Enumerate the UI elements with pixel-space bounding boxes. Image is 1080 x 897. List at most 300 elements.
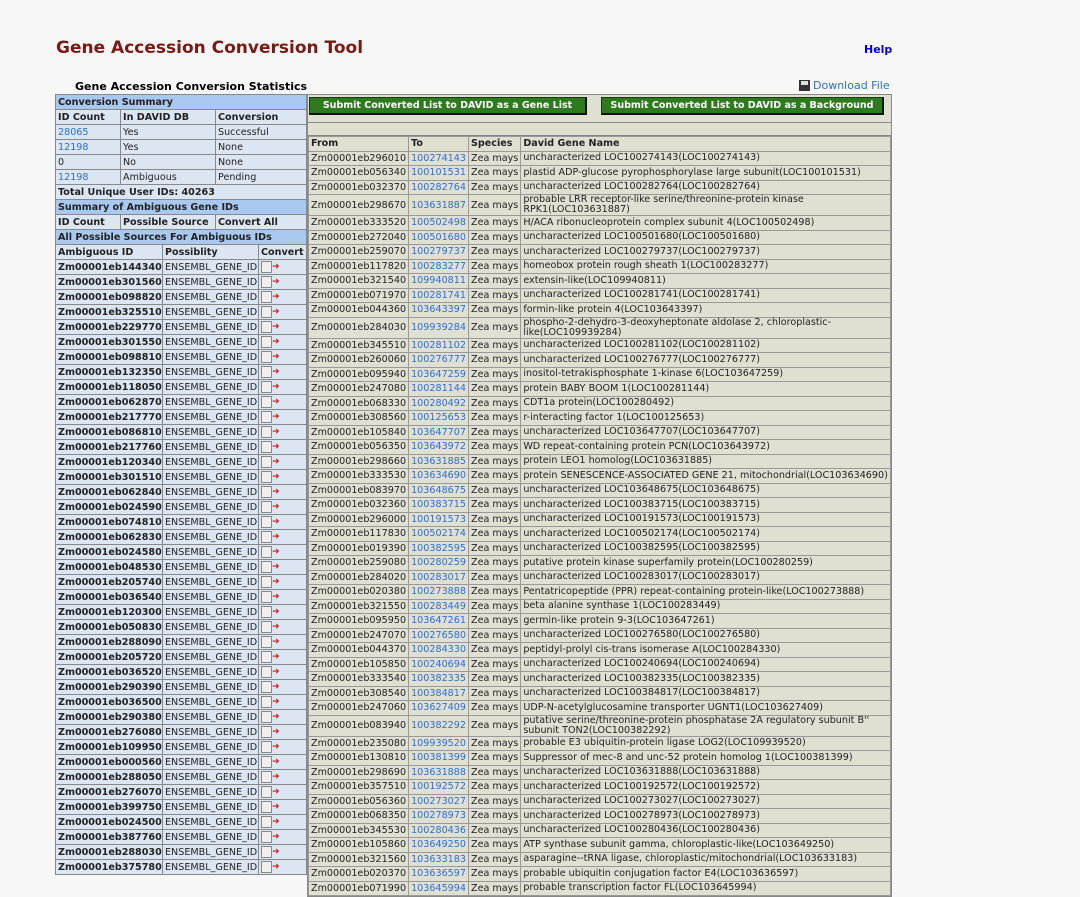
possibility: ENSEMBL_GENE_ID [163, 665, 259, 680]
species: Zea mays [469, 701, 521, 716]
convert-button[interactable] [259, 770, 307, 785]
ambiguous-id: Zm00001eb036540 [56, 590, 163, 605]
convert-button[interactable] [259, 755, 307, 770]
convert-button[interactable] [259, 320, 307, 335]
summary-row [56, 125, 307, 140]
gene-name: putative protein kinase superfamily protein(LOC100280259) [521, 556, 891, 571]
to-id-link[interactable]: 100273027 [409, 794, 469, 809]
from-id: Zm00001eb321550 [309, 599, 409, 614]
gene-name: uncharacterized LOC100280436(LOC100280436) [521, 823, 891, 838]
species: Zea mays [469, 440, 521, 455]
col-ambig-id-count: ID Count [56, 215, 121, 230]
ambiguous-row [56, 635, 307, 650]
gene-name: uncharacterized LOC103647707(LOC103647707) [521, 425, 891, 440]
to-id-link[interactable]: 103647259 [409, 367, 469, 382]
to-id-link[interactable]: 100281741 [409, 288, 469, 303]
result-row [309, 230, 891, 245]
possibility: ENSEMBL_GENE_ID [163, 650, 259, 665]
document-icon [261, 681, 272, 693]
col-convert: Convert [259, 245, 307, 260]
gene-name: homeobox protein rough sheath 1(LOC100283277) [521, 259, 891, 274]
to-id-link[interactable]: 100382335 [409, 672, 469, 687]
convert-button[interactable] [259, 740, 307, 755]
gene-name: peptidyl-prolyl cis-trans isomerase A(LOC100284330) [521, 643, 891, 658]
convert-button[interactable] [259, 635, 307, 650]
result-row [309, 288, 891, 303]
col-ambiguous-id: Ambiguous ID [56, 245, 163, 260]
species: Zea mays [469, 881, 521, 896]
floppy-disk-icon [799, 80, 810, 91]
possibility: ENSEMBL_GENE_ID [163, 620, 259, 635]
result-row [309, 166, 891, 181]
species: Zea mays [469, 823, 521, 838]
convert-button[interactable] [259, 860, 307, 875]
ambiguous-row [56, 500, 307, 515]
gene-name: uncharacterized LOC100501680(LOC100501680) [521, 230, 891, 245]
gene-name: uncharacterized LOC100192572(LOC100192572) [521, 780, 891, 795]
to-id-link[interactable]: 100280492 [409, 396, 469, 411]
submit-gene-list-button[interactable]: Submit Converted List to DAVID as a Gene List [309, 97, 587, 115]
convert-button[interactable] [259, 710, 307, 725]
to-id-link[interactable]: 100191573 [409, 512, 469, 527]
convert-button[interactable] [259, 800, 307, 815]
result-row [309, 628, 891, 643]
to-id-link[interactable]: 103636597 [409, 867, 469, 882]
to-id-link[interactable]: 100276777 [409, 353, 469, 368]
to-id-link[interactable]: 103648675 [409, 483, 469, 498]
gene-name: putative serine/threonine-protein phosphatase 2A regulatory subunit B'' subunit TON2(LOC100382292) [521, 715, 891, 736]
ambiguous-row [56, 605, 307, 620]
to-id-link[interactable]: 100281144 [409, 382, 469, 397]
from-id: Zm00001eb068350 [309, 809, 409, 824]
convert-button[interactable] [259, 605, 307, 620]
result-row [309, 527, 891, 542]
from-id: Zm00001eb296000 [309, 512, 409, 527]
result-row [309, 570, 891, 585]
ambiguous-id: Zm00001eb290390 [56, 680, 163, 695]
possibility: ENSEMBL_GENE_ID [163, 635, 259, 650]
arrow-right-icon: ➜ [272, 562, 280, 572]
summary-row [56, 170, 307, 185]
ambiguous-id: Zm00001eb036520 [56, 665, 163, 680]
gene-name: germin-like protein 9-3(LOC103647261) [521, 614, 891, 629]
convert-button[interactable] [259, 560, 307, 575]
convert-button[interactable] [259, 485, 307, 500]
convert-button[interactable] [259, 695, 307, 710]
convert-button[interactable] [259, 350, 307, 365]
convert-button[interactable] [259, 725, 307, 740]
to-id-link[interactable]: 103643397 [409, 303, 469, 318]
convert-button[interactable] [259, 335, 307, 350]
gene-name: Pentatricopeptide (PPR) repeat-containing protein-like(LOC100273888) [521, 585, 891, 600]
result-row [309, 425, 891, 440]
convert-button[interactable] [259, 590, 307, 605]
summary-row [56, 140, 307, 155]
species: Zea mays [469, 245, 521, 260]
to-id-link[interactable]: 100382595 [409, 541, 469, 556]
document-icon [261, 561, 272, 573]
to-id-link[interactable]: 100276580 [409, 628, 469, 643]
ambiguous-id: Zm00001eb036500 [56, 695, 163, 710]
species: Zea mays [469, 628, 521, 643]
convert-button[interactable] [259, 785, 307, 800]
arrow-right-icon: ➜ [272, 427, 280, 437]
conversion-summary-header: Conversion Summary [56, 95, 307, 110]
from-id: Zm00001eb044370 [309, 643, 409, 658]
arrow-right-icon: ➜ [272, 412, 280, 422]
conversion-status: None [216, 140, 307, 155]
species: Zea mays [469, 317, 521, 338]
result-row [309, 338, 891, 353]
from-id: Zm00001eb068330 [309, 396, 409, 411]
ambiguous-row [56, 680, 307, 695]
from-id: Zm00001eb095950 [309, 614, 409, 629]
to-id-link[interactable]: 100278973 [409, 809, 469, 824]
gene-name: CDT1a protein(LOC100280492) [521, 396, 891, 411]
ambiguous-row [56, 470, 307, 485]
to-id-link[interactable]: 100284330 [409, 643, 469, 658]
species: Zea mays [469, 151, 521, 166]
col-possible-source: Possible Source [121, 215, 216, 230]
to-id-link[interactable]: 100384817 [409, 686, 469, 701]
result-row [309, 274, 891, 289]
to-id-link[interactable]: 100383715 [409, 498, 469, 513]
possibility: ENSEMBL_GENE_ID [163, 320, 259, 335]
conversion-summary-table [55, 94, 307, 875]
to-id-link[interactable]: 109939520 [409, 736, 469, 751]
possibility: ENSEMBL_GENE_ID [163, 815, 259, 830]
species: Zea mays [469, 794, 521, 809]
from-id: Zm00001eb083940 [309, 715, 409, 736]
ambiguous-id: Zm00001eb132350 [56, 365, 163, 380]
document-icon [261, 351, 272, 363]
result-row [309, 701, 891, 716]
from-id: Zm00001eb105860 [309, 838, 409, 853]
col-convert-all: Convert All [216, 215, 307, 230]
document-icon [261, 531, 272, 543]
results-table [308, 136, 891, 896]
arrow-right-icon: ➜ [272, 277, 280, 287]
convert-button[interactable] [259, 395, 307, 410]
to-id-link[interactable]: 103647707 [409, 425, 469, 440]
from-id: Zm00001eb044360 [309, 303, 409, 318]
to-id-link[interactable]: 100192572 [409, 780, 469, 795]
result-row [309, 585, 891, 600]
possibility: ENSEMBL_GENE_ID [163, 350, 259, 365]
convert-button[interactable] [259, 665, 307, 680]
document-icon [261, 711, 272, 723]
page-title: Gene Accession Conversion Tool [56, 38, 364, 58]
convert-button[interactable] [259, 290, 307, 305]
ambiguous-row [56, 305, 307, 320]
to-id-link[interactable]: 100283017 [409, 570, 469, 585]
convert-button[interactable] [259, 575, 307, 590]
ambiguous-row [56, 545, 307, 560]
arrow-right-icon: ➜ [272, 262, 280, 272]
document-icon [261, 861, 272, 873]
to-id-link[interactable]: 100274143 [409, 151, 469, 166]
from-id: Zm00001eb345510 [309, 338, 409, 353]
arrow-right-icon: ➜ [272, 847, 280, 857]
to-id-link[interactable]: 103631888 [409, 765, 469, 780]
result-row [309, 367, 891, 382]
convert-button[interactable] [259, 830, 307, 845]
to-id-link[interactable]: 100282764 [409, 180, 469, 195]
from-id: Zm00001eb019390 [309, 541, 409, 556]
from-id: Zm00001eb247080 [309, 382, 409, 397]
convert-button[interactable] [259, 470, 307, 485]
to-id-link[interactable]: 103634690 [409, 469, 469, 484]
convert-button[interactable] [259, 455, 307, 470]
arrow-right-icon: ➜ [272, 772, 280, 782]
to-id-link[interactable]: 103627409 [409, 701, 469, 716]
document-icon [261, 621, 272, 633]
document-icon [261, 846, 272, 858]
id-count[interactable]: 12198 [56, 170, 121, 185]
result-row [309, 614, 891, 629]
result-row [309, 498, 891, 513]
to-id-link[interactable]: 109939284 [409, 317, 469, 338]
gene-name: H/ACA ribonucleoprotein complex subunit 4(LOC100502498) [521, 216, 891, 231]
convert-button[interactable] [259, 380, 307, 395]
gene-name: uncharacterized LOC100279737(LOC100279737) [521, 245, 891, 260]
convert-button[interactable] [259, 440, 307, 455]
document-icon [261, 501, 272, 513]
species: Zea mays [469, 736, 521, 751]
species: Zea mays [469, 367, 521, 382]
col-species: Species [469, 137, 521, 152]
convert-button[interactable] [259, 365, 307, 380]
gene-name: protein SENESCENCE-ASSOCIATED GENE 21, mitochondrial(LOC103634690) [521, 469, 891, 484]
species: Zea mays [469, 483, 521, 498]
submit-background-button[interactable]: Submit Converted List to DAVID as a Background [601, 97, 884, 115]
species: Zea mays [469, 672, 521, 687]
gene-name: inositol-tetrakisphosphate 1-kinase 6(LOC103647259) [521, 367, 891, 382]
possibility: ENSEMBL_GENE_ID [163, 470, 259, 485]
arrow-right-icon: ➜ [272, 712, 280, 722]
possibility: ENSEMBL_GENE_ID [163, 335, 259, 350]
species: Zea mays [469, 274, 521, 289]
convert-button[interactable] [259, 425, 307, 440]
to-id-link[interactable]: 100279737 [409, 245, 469, 260]
arrow-right-icon: ➜ [272, 682, 280, 692]
convert-button[interactable] [259, 260, 307, 275]
possibility: ENSEMBL_GENE_ID [163, 380, 259, 395]
species: Zea mays [469, 556, 521, 571]
to-id-link[interactable]: 100281102 [409, 338, 469, 353]
possibility: ENSEMBL_GENE_ID [163, 290, 259, 305]
all-sources-header: All Possible Sources For Ambiguous IDs [56, 230, 307, 245]
gene-name: formin-like protein 4(LOC103643397) [521, 303, 891, 318]
convert-button[interactable] [259, 410, 307, 425]
species: Zea mays [469, 765, 521, 780]
possibility: ENSEMBL_GENE_ID [163, 365, 259, 380]
convert-button[interactable] [259, 620, 307, 635]
ambiguous-id: Zm00001eb109950 [56, 740, 163, 755]
to-id-link[interactable]: 100283449 [409, 599, 469, 614]
result-row [309, 556, 891, 571]
result-row [309, 353, 891, 368]
help-link[interactable]: Help [864, 43, 893, 56]
species: Zea mays [469, 166, 521, 181]
ambiguous-row [56, 740, 307, 755]
ambiguous-id: Zm00001eb144340 [56, 260, 163, 275]
document-icon [261, 276, 272, 288]
arrow-right-icon: ➜ [272, 817, 280, 827]
ambiguous-id: Zm00001eb217760 [56, 440, 163, 455]
to-id-link[interactable]: 103649250 [409, 838, 469, 853]
to-id-link[interactable]: 100501680 [409, 230, 469, 245]
species: Zea mays [469, 303, 521, 318]
ambiguous-row [56, 275, 307, 290]
ambiguous-id: Zm00001eb074810 [56, 515, 163, 530]
to-id-link[interactable]: 103631885 [409, 454, 469, 469]
arrow-right-icon: ➜ [272, 487, 280, 497]
to-id-link[interactable]: 100283277 [409, 259, 469, 274]
result-row [309, 672, 891, 687]
convert-button[interactable] [259, 680, 307, 695]
ambiguous-row [56, 395, 307, 410]
gene-name: uncharacterized LOC100281102(LOC100281102) [521, 338, 891, 353]
convert-button[interactable] [259, 275, 307, 290]
possibility: ENSEMBL_GENE_ID [163, 575, 259, 590]
arrow-right-icon: ➜ [272, 757, 280, 767]
arrow-right-icon: ➜ [272, 337, 280, 347]
gene-name: plastid ADP-glucose pyrophosphorylase large subunit(LOC100101531) [521, 166, 891, 181]
download-file-link[interactable] [799, 79, 890, 92]
convert-button[interactable] [259, 500, 307, 515]
document-icon [261, 726, 272, 738]
arrow-right-icon: ➜ [272, 592, 280, 602]
gene-name: uncharacterized LOC100276777(LOC100276777) [521, 353, 891, 368]
document-icon [261, 801, 272, 813]
to-id-link[interactable]: 103633183 [409, 852, 469, 867]
result-row [309, 396, 891, 411]
gene-name: probable LRR receptor-like serine/threonine-protein kinase RPK1(LOC103631887) [521, 195, 891, 216]
ambiguous-row [56, 860, 307, 875]
gene-name: probable E3 ubiquitin-protein ligase LOG2(LOC109939520) [521, 736, 891, 751]
total-unique-ids: Total Unique User IDs: 40263 [56, 185, 307, 200]
convert-button[interactable] [259, 515, 307, 530]
id-count[interactable]: 12198 [56, 140, 121, 155]
to-id-link[interactable]: 100240694 [409, 657, 469, 672]
from-id: Zm00001eb308540 [309, 686, 409, 701]
gene-name: protein BABY BOOM 1(LOC100281144) [521, 382, 891, 397]
to-id-link[interactable]: 100125653 [409, 411, 469, 426]
arrow-right-icon: ➜ [272, 832, 280, 842]
species: Zea mays [469, 425, 521, 440]
possibility: ENSEMBL_GENE_ID [163, 860, 259, 875]
to-id-link[interactable]: 100280259 [409, 556, 469, 571]
result-row [309, 657, 891, 672]
species: Zea mays [469, 838, 521, 853]
ambiguous-id: Zm00001eb325510 [56, 305, 163, 320]
ambiguous-id: Zm00001eb229770 [56, 320, 163, 335]
to-id-link[interactable]: 100382292 [409, 715, 469, 736]
gene-name: uncharacterized LOC103631888(LOC103631888) [521, 765, 891, 780]
col-id-count: ID Count [56, 110, 121, 125]
arrow-right-icon: ➜ [272, 652, 280, 662]
arrow-right-icon: ➜ [272, 727, 280, 737]
to-id-link[interactable]: 100280436 [409, 823, 469, 838]
from-id: Zm00001eb056340 [309, 166, 409, 181]
possibility: ENSEMBL_GENE_ID [163, 695, 259, 710]
convert-button[interactable] [259, 650, 307, 665]
to-id-link[interactable]: 100502498 [409, 216, 469, 231]
from-id: Zm00001eb071990 [309, 881, 409, 896]
ambiguous-id: Zm00001eb387760 [56, 830, 163, 845]
to-id-link[interactable]: 100273888 [409, 585, 469, 600]
to-id-link[interactable]: 100502174 [409, 527, 469, 542]
conversion-status: None [216, 155, 307, 170]
ambiguous-row [56, 815, 307, 830]
species: Zea mays [469, 288, 521, 303]
arrow-right-icon: ➜ [272, 607, 280, 617]
possibility: ENSEMBL_GENE_ID [163, 755, 259, 770]
ambiguous-row [56, 755, 307, 770]
species: Zea mays [469, 614, 521, 629]
species: Zea mays [469, 353, 521, 368]
ambiguous-id: Zm00001eb205740 [56, 575, 163, 590]
gene-name: uncharacterized LOC100281741(LOC100281741) [521, 288, 891, 303]
col-possibility: Possiblity [163, 245, 259, 260]
species: Zea mays [469, 180, 521, 195]
document-icon [261, 411, 272, 423]
ambiguous-row [56, 440, 307, 455]
convert-button[interactable] [259, 530, 307, 545]
result-row [309, 541, 891, 556]
convert-button[interactable] [259, 815, 307, 830]
species: Zea mays [469, 216, 521, 231]
to-id-link[interactable]: 103643972 [409, 440, 469, 455]
to-id-link[interactable]: 100101531 [409, 166, 469, 181]
convert-button[interactable] [259, 845, 307, 860]
from-id: Zm00001eb259080 [309, 556, 409, 571]
gene-name: uncharacterized LOC100240694(LOC100240694) [521, 657, 891, 672]
ambiguous-row [56, 590, 307, 605]
to-id-link[interactable]: 103647261 [409, 614, 469, 629]
to-id-link[interactable]: 100381399 [409, 751, 469, 766]
document-icon [261, 471, 272, 483]
id-count[interactable]: 28065 [56, 125, 121, 140]
gene-name: ATP synthase subunit gamma, chloroplastic-like(LOC103649250) [521, 838, 891, 853]
document-icon [261, 321, 272, 333]
from-id: Zm00001eb298690 [309, 765, 409, 780]
possibility: ENSEMBL_GENE_ID [163, 590, 259, 605]
gene-name: uncharacterized LOC100274143(LOC100274143) [521, 151, 891, 166]
gene-name: protein LEO1 homolog(LOC103631885) [521, 454, 891, 469]
gene-name: uncharacterized LOC103648675(LOC103648675) [521, 483, 891, 498]
ambiguous-id: Zm00001eb086810 [56, 425, 163, 440]
convert-button[interactable] [259, 305, 307, 320]
conversion-status: Successful [216, 125, 307, 140]
from-id: Zm00001eb083970 [309, 483, 409, 498]
species: Zea mays [469, 780, 521, 795]
ambiguous-row [56, 620, 307, 635]
ambiguous-row [56, 515, 307, 530]
arrow-right-icon: ➜ [272, 352, 280, 362]
convert-button[interactable] [259, 545, 307, 560]
document-icon [261, 486, 272, 498]
to-id-link[interactable]: 103645994 [409, 881, 469, 896]
gene-name: uncharacterized LOC100191573(LOC100191573) [521, 512, 891, 527]
arrow-right-icon: ➜ [272, 292, 280, 302]
ambiguous-id: Zm00001eb301550 [56, 335, 163, 350]
ambiguous-row [56, 560, 307, 575]
gene-name: probable ubiquitin conjugation factor E4(LOC103636597) [521, 867, 891, 882]
to-id-link[interactable]: 109940811 [409, 274, 469, 289]
to-id-link[interactable]: 103631887 [409, 195, 469, 216]
